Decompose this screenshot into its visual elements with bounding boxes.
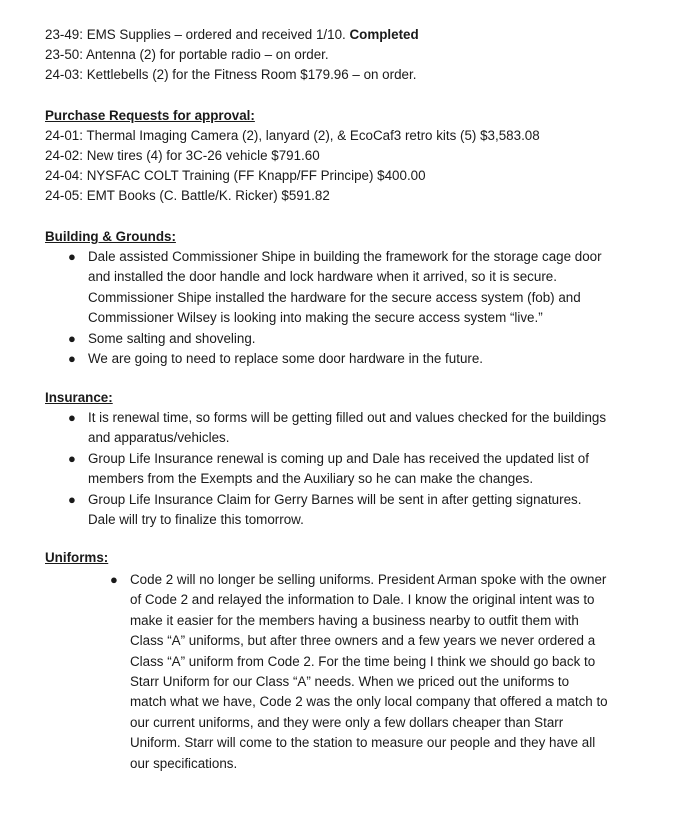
status-item-completed: Completed — [349, 27, 419, 42]
list-item-text: Group Life Insurance Claim for Gerry Barnes will be sent in after getting signatures. Dale will try to finalize this tomorrow. — [88, 491, 582, 528]
status-item — [45, 65, 416, 85]
status-item-text: 24-03: Kettlebells (2) for the Fitness Room $179.96 – on order. — [45, 67, 417, 82]
list-item-text: It is renewal time, so forms will be getting filled out and values checked for the buildings and apparatus/vehicles. — [88, 410, 607, 446]
list-item-text: Some salting and shoveling. — [88, 330, 256, 346]
purchase-request-item: 24-02: New tires (4) for 3C-26 vehicle $791.60 — [45, 148, 320, 163]
status-item-text: 23-49: EMS Supplies – ordered and received 1/10. — [45, 27, 350, 42]
purchase-request-item: 24-01: Thermal Imaging Camera (2), lanyard (2), & EcoCaf3 retro kits (5) $3,583.08 — [45, 128, 540, 143]
list-item-text: Code 2 will no longer be selling uniforms. President Arman spoke with the owner of Code 2 and relayed the information to Dale. I know the original intent was to make it easier for the members having a business nearby to outfit them with Class “A” uniforms, but after three owners and a few years we never ordered a Class “A” uniform from Code 2. For the time being I think we should go back to Starr Uniform for our Class “A” needs. When we priced out the uniforms to match what we have, Code 2 was the only local company that offered a match to our current uniforms, and they were only a few dollars cheaper than Starr Uniform. Starr will come to the station to measure our people and they have all our specifications. — [130, 572, 608, 771]
building-grounds-list — [68, 247, 608, 369]
list-item — [68, 349, 608, 369]
bullet-icon: ● — [110, 572, 118, 587]
bullet-icon: ● — [68, 330, 76, 346]
list-item — [68, 329, 608, 349]
purchase-requests-heading: Purchase Requests for approval: — [45, 108, 255, 123]
status-item — [45, 25, 419, 45]
list-item — [68, 408, 608, 449]
bullet-icon: ● — [68, 491, 76, 507]
purchase-request-item: 24-04: NYSFAC COLT Training (FF Knapp/FF Principe) $400.00 — [45, 168, 426, 183]
list-item — [110, 570, 608, 774]
list-item — [68, 247, 608, 329]
building-grounds-heading: Building & Grounds: — [45, 229, 176, 244]
list-item — [68, 490, 608, 531]
uniforms-list — [110, 570, 608, 774]
insurance-list — [68, 408, 608, 530]
bullet-icon: ● — [68, 410, 76, 425]
uniforms-heading: Uniforms: — [45, 550, 109, 565]
bullet-icon: ● — [68, 249, 76, 264]
list-item-text: Group Life Insurance renewal is coming up and Dale has received the updated list of members from the Exempts and the Auxiliary so he can make the changes. — [88, 450, 589, 487]
purchase-request-item: 24-05: EMT Books (C. Battle/K. Ricker) $591.82 — [45, 188, 330, 203]
list-item — [68, 449, 608, 490]
status-item — [45, 45, 329, 65]
status-item-text: 23-50: Antenna (2) for portable radio – on order. — [45, 47, 329, 62]
list-item-text: We are going to need to replace some door hardware in the future. — [88, 351, 484, 367]
bullet-icon: ● — [68, 351, 76, 367]
bullet-icon: ● — [68, 450, 76, 466]
list-item-text: Dale assisted Commissioner Shipe in building the framework for the storage cage door and installed the door handle and lock hardware when it arrived, so it is secure. Commissioner Shipe installed the hardware for the secure access system (fob) and Commissioner Wilsey is looking into making the secure access system “live.” — [88, 249, 602, 326]
insurance-heading: Insurance: — [45, 390, 113, 405]
